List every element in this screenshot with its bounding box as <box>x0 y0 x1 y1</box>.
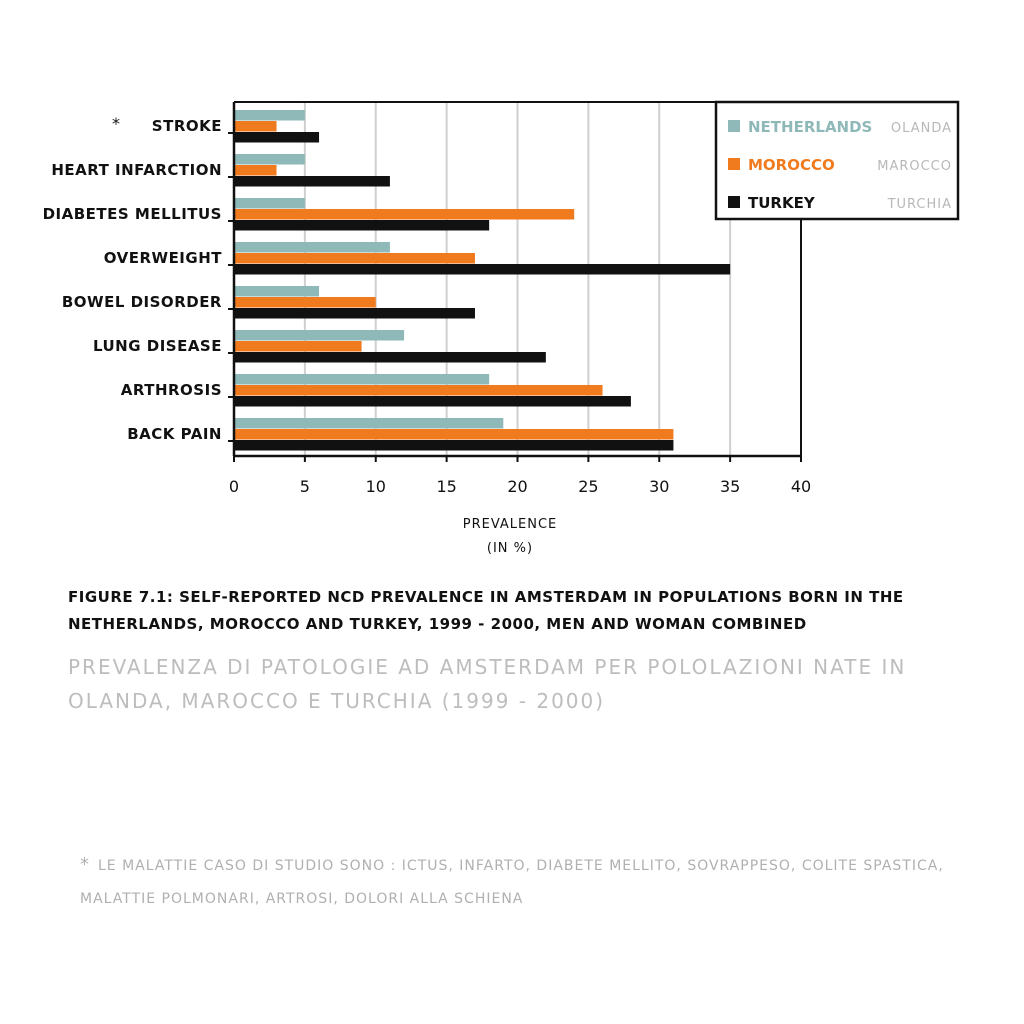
bar-stroke-turkey <box>234 132 319 143</box>
footnote-text: LE MALATTIE CASO DI STUDIO SONO : ICTUS, INFARTO, DIABETE MELLITO, SOVRAPPESO, COLITE SPASTICA, MALATTIE POLMONARI, ARTROSI, DOLORI ALLA SCHIENA <box>80 858 944 907</box>
x-tick-label-40: 40 <box>790 477 812 496</box>
legend-swatch-morocco <box>728 158 740 170</box>
bar-lung-disease-netherlands <box>234 330 404 341</box>
x-tick-label-20: 20 <box>507 477 528 496</box>
bar-stroke-netherlands <box>234 110 305 121</box>
category-label-lung-disease: LUNG DISEASE <box>92 337 222 355</box>
x-axis-title: PREVALENCE <box>462 517 558 532</box>
legend-label-it-morocco: MAROCCO <box>877 159 952 174</box>
bars-layer <box>234 110 730 451</box>
x-tick-label-35: 35 <box>719 477 741 496</box>
bar-bowel-disorder-morocco <box>234 297 376 308</box>
category-label-back-pain: BACK PAIN <box>127 425 222 443</box>
bar-lung-disease-turkey <box>234 352 546 363</box>
bar-heart-infarction-netherlands <box>234 154 305 165</box>
bar-arthrosis-netherlands <box>234 374 489 385</box>
figure-caption-italian: PREVALENZA DI PATOLOGIE AD AMSTERDAM PER POLOLAZIONI NATE IN OLANDA, MAROCCO E TURCHIA (1999 - 2000) <box>68 655 907 713</box>
bar-stroke-morocco <box>234 121 277 132</box>
bar-bowel-disorder-turkey <box>234 308 475 319</box>
category-label-stroke: STROKE <box>151 117 222 135</box>
category-asterisk-icon: * <box>112 114 120 133</box>
bar-heart-infarction-morocco <box>234 165 277 176</box>
bar-diabetes-mellitus-morocco <box>234 209 574 220</box>
legend-swatch-netherlands <box>728 120 740 132</box>
category-label-bowel-disorder: BOWEL DISORDER <box>61 293 222 311</box>
chart-legend <box>716 102 958 219</box>
legend-label-netherlands: NETHERLANDS <box>748 118 873 136</box>
bar-bowel-disorder-netherlands <box>234 286 319 297</box>
legend-label-turkey: TURKEY <box>748 194 815 212</box>
bar-back-pain-netherlands <box>234 418 503 429</box>
figure-caption-english: FIGURE 7.1: SELF-REPORTED NCD PREVALENCE IN AMSTERDAM IN POPULATIONS BORN IN THE NETHERLANDS, MOROCCO AND TURKEY, 1999 - 2000, MEN AND WOMAN COMBINED <box>68 588 904 633</box>
bar-diabetes-mellitus-turkey <box>234 220 489 231</box>
x-tick-label-0: 0 <box>228 477 240 496</box>
bar-overweight-turkey <box>234 264 730 275</box>
category-label-diabetes-mellitus: DIABETES MELLITUS <box>42 205 222 223</box>
category-label-arthrosis: ARTHROSIS <box>120 381 222 399</box>
category-label-heart-infarction: HEART INFARCTION <box>51 161 222 179</box>
legend-label-it-netherlands: OLANDA <box>890 121 952 136</box>
x-tick-label-10: 10 <box>365 477 386 496</box>
bar-overweight-morocco <box>234 253 475 264</box>
legend-swatch-turkey <box>728 196 740 208</box>
x-tick-label-15: 15 <box>436 477 457 496</box>
legend-label-it-turkey: TURCHIA <box>887 197 952 212</box>
bar-diabetes-mellitus-netherlands <box>234 198 305 209</box>
bar-heart-infarction-turkey <box>234 176 390 187</box>
bar-overweight-netherlands <box>234 242 390 253</box>
bar-back-pain-turkey <box>234 440 673 451</box>
bar-lung-disease-morocco <box>234 341 362 352</box>
x-tick-label-25: 25 <box>578 477 599 496</box>
footnote <box>80 848 960 916</box>
category-label-overweight: OVERWEIGHT <box>103 249 222 267</box>
x-tick-label-30: 30 <box>649 477 670 496</box>
bar-back-pain-morocco <box>234 429 673 440</box>
bar-arthrosis-turkey <box>234 396 631 407</box>
x-axis-unit: (IN %) <box>486 541 534 556</box>
footnote-asterisk-icon: * <box>80 854 90 875</box>
bar-arthrosis-morocco <box>234 385 603 396</box>
x-tick-label-5: 5 <box>299 477 310 496</box>
legend-label-morocco: MOROCCO <box>748 156 835 174</box>
